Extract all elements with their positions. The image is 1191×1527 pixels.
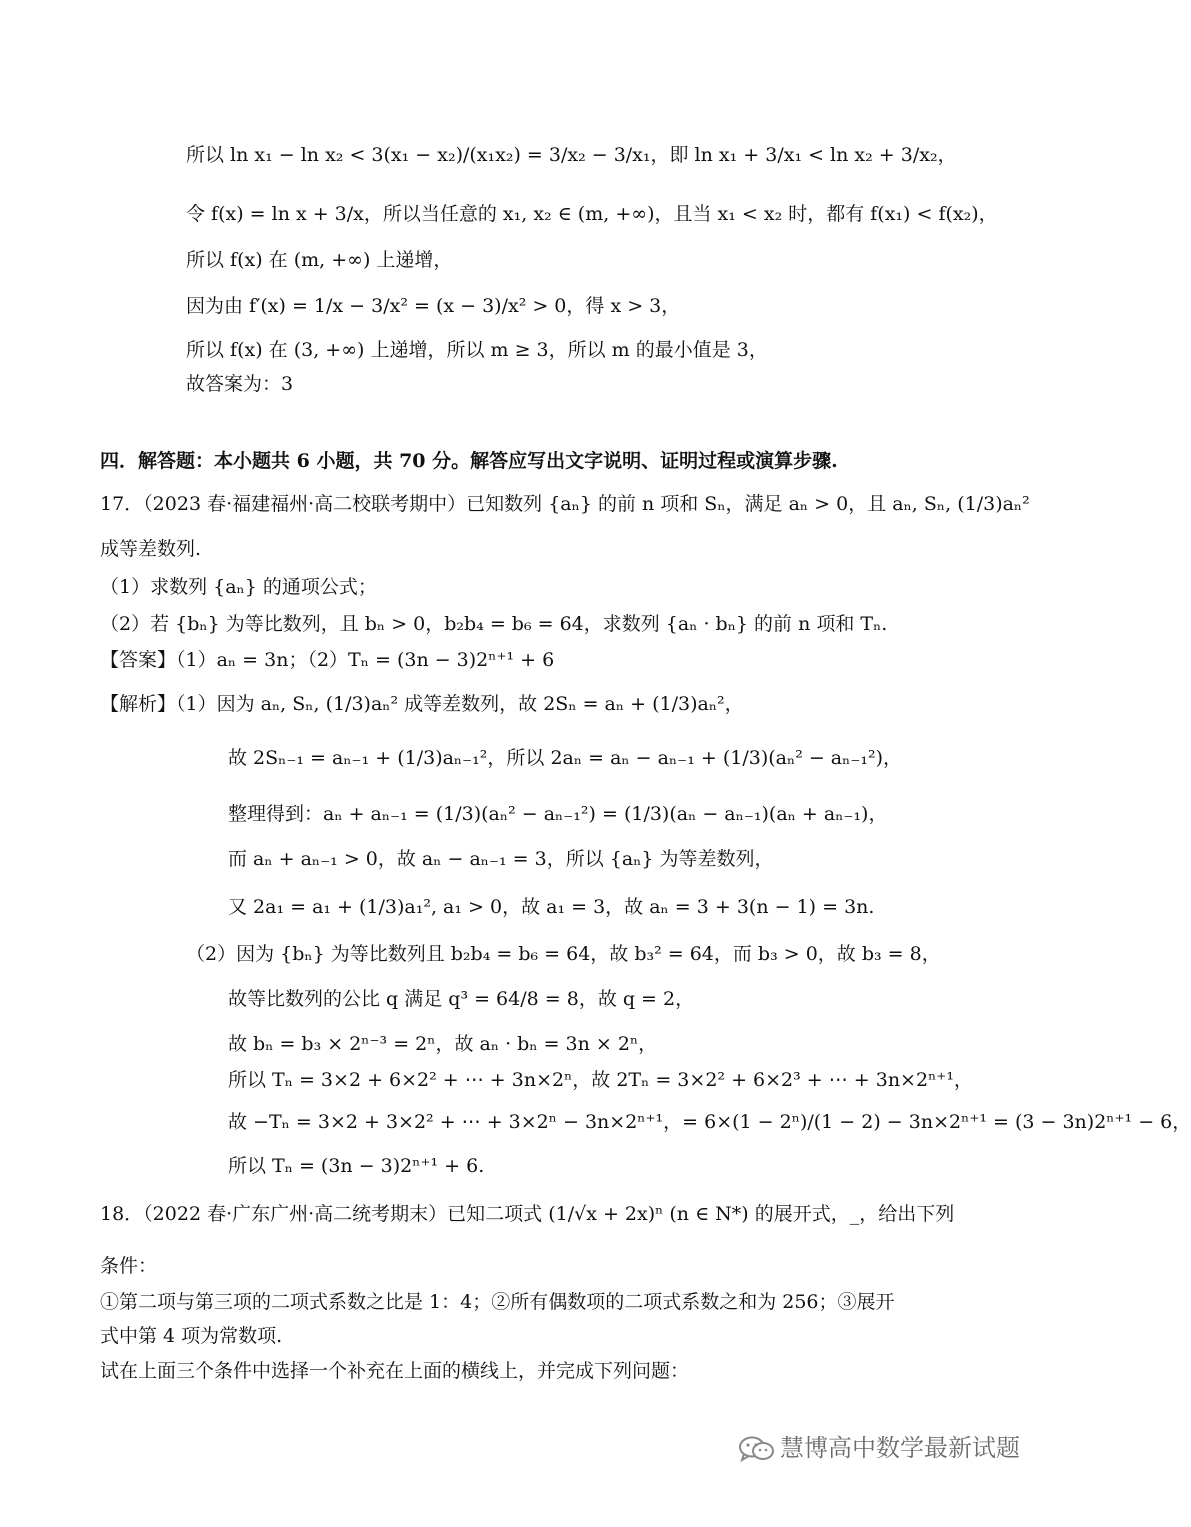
- problem-18-statement: 18．（2022 春·广东广州·高二统考期末）已知二项式 (1/√x + 2x)ⁿ (n ∈ N*) 的展开式，_，给出下列: [100, 1203, 955, 1225]
- analysis-line: 故 2Sₙ₋₁ = aₙ₋₁ + (1/3)aₙ₋₁²，所以 2aₙ = aₙ − aₙ₋₁ + (1/3)(aₙ² − aₙ₋₁²)，: [228, 747, 903, 769]
- wechat-icon: [738, 1436, 776, 1462]
- solution-line: 令 f(x) = ln x + 3/x，所以当任意的 x₁, x₂ ∈ (m, +∞)，且当 x₁ < x₂ 时，都有 f(x₁) < f(x₂)，: [186, 203, 998, 225]
- watermark: [738, 1428, 1020, 1463]
- analysis-line: 所以 Tₙ = (3n − 3)2ⁿ⁺¹ + 6.: [228, 1155, 485, 1177]
- section-heading: 四．解答题：本小题共 6 小题，共 70 分。解答应写出文字说明、证明过程或演算步骤.: [100, 450, 838, 472]
- solution-line: 因为由 f′(x) = 1/x − 3/x² = (x − 3)/x² > 0，得 x > 3，: [186, 295, 681, 317]
- watermark-text: 慧博高中数学最新试题: [780, 1434, 1020, 1462]
- analysis-line: 所以 Tₙ = 3×2 + 6×2² + ⋯ + 3n×2ⁿ，故 2Tₙ = 3×2² + 6×2³ + ⋯ + 3n×2ⁿ⁺¹，: [228, 1069, 973, 1091]
- problem-18-conditions-cont: 式中第 4 项为常数项.: [100, 1325, 283, 1347]
- analysis-line: 故 −Tₙ = 3×2 + 3×2² + ⋯ + 3×2ⁿ − 3n×2ⁿ⁺¹，= 6×(1 − 2ⁿ)/(1 − 2) − 3n×2ⁿ⁺¹ = (3 − 3n)2ⁿ⁺¹ − 6，: [228, 1111, 1191, 1133]
- solution-line: 所以 ln x₁ − ln x₂ < 3(x₁ − x₂)/(x₁x₂) = 3/x₂ − 3/x₁，即 ln x₁ + 3/x₁ < ln x₂ + 3/x₂，: [186, 144, 957, 166]
- analysis-line: 又 2a₁ = a₁ + (1/3)a₁², a₁ > 0，故 a₁ = 3，故 aₙ = 3 + 3(n − 1) = 3n.: [228, 896, 875, 918]
- problem-17-answer: 【答案】（1）aₙ = 3n；（2）Tₙ = (3n − 3)2ⁿ⁺¹ + 6: [100, 649, 555, 671]
- problem-18-statement-cont: 条件：: [100, 1255, 158, 1277]
- problem-17-part2: （2）若 {bₙ} 为等比数列，且 bₙ > 0，b₂b₄ = b₆ = 64，求数列 {aₙ · bₙ} 的前 n 项和 Tₙ.: [100, 613, 888, 635]
- analysis-line: 【解析】（1）因为 aₙ, Sₙ, (1/3)aₙ² 成等差数列，故 2Sₙ = aₙ + (1/3)aₙ²，: [100, 693, 744, 715]
- problem-18-conditions: ①第二项与第三项的二项式系数之比是 1：4；②所有偶数项的二项式系数之和为 256；③展开: [100, 1291, 895, 1313]
- answer-line: 故答案为：3: [186, 373, 294, 395]
- problem-17-statement: 17．（2023 春·福建福州·高二校联考期中）已知数列 {aₙ} 的前 n 项和 Sₙ，满足 aₙ > 0，且 aₙ, Sₙ, (1/3)aₙ²: [100, 493, 1030, 515]
- analysis-line: 故 bₙ = b₃ × 2ⁿ⁻³ = 2ⁿ，故 aₙ · bₙ = 3n × 2ⁿ，: [228, 1033, 658, 1055]
- analysis-line: （2）因为 {bₙ} 为等比数列且 b₂b₄ = b₆ = 64，故 b₃² = 64，而 b₃ > 0，故 b₃ = 8，: [186, 943, 941, 965]
- problem-17-statement-cont: 成等差数列.: [100, 538, 202, 560]
- analysis-line: 整理得到：aₙ + aₙ₋₁ = (1/3)(aₙ² − aₙ₋₁²) = (1/3)(aₙ − aₙ₋₁)(aₙ + aₙ₋₁)，: [228, 803, 888, 825]
- solution-line: 所以 f(x) 在 (m, +∞) 上递增，: [186, 249, 453, 271]
- solution-line: 所以 f(x) 在 (3, +∞) 上递增，所以 m ≥ 3，所以 m 的最小值是 3，: [186, 339, 768, 361]
- analysis-line: 故等比数列的公比 q 满足 q³ = 64/8 = 8，故 q = 2，: [228, 988, 695, 1010]
- analysis-line: 而 aₙ + aₙ₋₁ > 0，故 aₙ − aₙ₋₁ = 3，所以 {aₙ} 为等差数列，: [228, 848, 774, 870]
- problem-18-instruction: 试在上面三个条件中选择一个补充在上面的横线上，并完成下列问题：: [100, 1360, 690, 1382]
- problem-17-part1: （1）求数列 {aₙ} 的通项公式；: [100, 576, 377, 598]
